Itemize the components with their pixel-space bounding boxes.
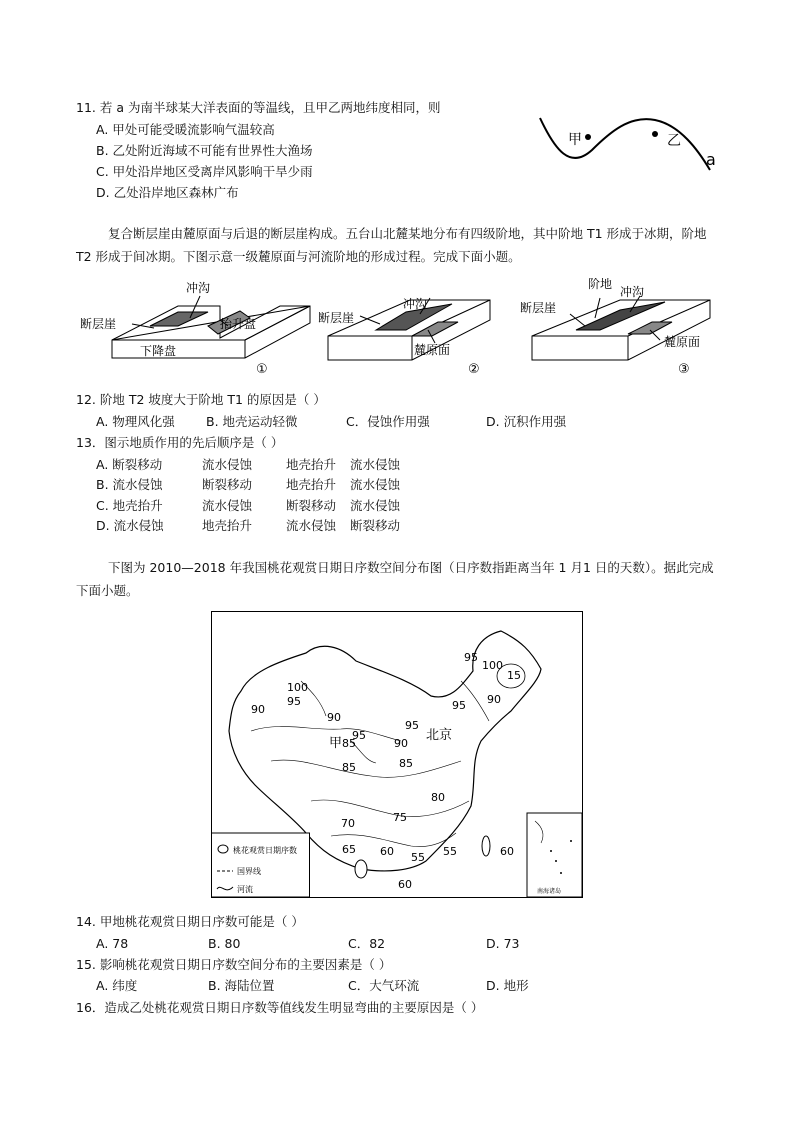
q15-stem: 15. 影响桃花观赏日期日序数空间分布的主要因素是（ ） [76,957,392,972]
q16-stem: 16．造成乙处桃花观赏日期日序数等值线发生明显弯曲的主要原因是（ ） [76,1000,484,1015]
isoline-label: 60 [398,878,412,891]
label-luyuanmian-2: 麓原面 [414,343,451,357]
diagram-panel-3 [520,278,710,377]
q13-b-step1: B. 流水侵蚀 [96,477,163,492]
isoline-label: 90 [487,693,501,706]
isoline-label: 80 [431,791,445,804]
label-xiajiangpan: 下降盘 [140,344,177,358]
isoline-label: 55 [411,851,425,864]
q12-option-c: C．侵蚀作用强 [346,414,430,429]
panel-number-1: ① [256,362,268,377]
isoline-label: 90 [327,711,341,724]
panel-number-3: ③ [678,362,690,377]
isoline-label: 95 [464,651,478,664]
q13-d-step3: 流水侵蚀 [286,518,337,533]
q13-option-c [96,496,400,514]
isoline-label: 95 [352,729,366,742]
label-chonggou-2: 冲沟 [403,297,428,311]
label-duanceng-1: 断层崖 [80,317,117,331]
hainan-island [355,860,367,878]
q13-a-step3: 地壳抬升 [286,457,337,472]
q13-a-step1: A. 断裂移动 [96,457,163,472]
q13-b-step2: 断裂移动 [202,477,253,492]
q14-options [96,934,519,952]
isotherm-figure [530,110,730,180]
q14-option-b: B. 80 [208,936,241,951]
label-duanceng-2: 断层崖 [318,311,355,325]
legend-isoline: 桃花观赏日期序数 [233,846,297,855]
label-jia: 甲 [568,132,582,148]
q12-option-a: A. 物理风化强 [96,414,175,429]
q11-option-a: A. 甲处可能受暖流影响气温较高 [96,122,275,137]
q13-option-a [96,455,400,473]
isoline-label: 75 [393,811,407,824]
taiwan-island [482,836,490,856]
q15-option-d: D. 地形 [486,978,529,993]
isoline-label: 85 [342,761,356,774]
label-a: a [706,150,716,169]
isoline-label: 90 [251,703,265,716]
south-china-sea-inset [527,813,582,897]
q13-a-step2: 流水侵蚀 [202,457,253,472]
q13-stem: 13．图示地质作用的先后顺序是（ ） [76,435,284,450]
q13-d-step4: 断裂移动 [350,518,401,533]
isoline-label: 90 [394,737,408,750]
passage-peach-blossom: 下图为 2010—2018 年我国桃花观赏日期日序数空间分布图（日序数指距离当年 1 月1 日的天数）。据此完成下面小题。 [76,560,714,598]
q12-options [96,412,566,430]
isoline-label: 55 [443,845,457,858]
q12-option-d: D. 沉积作用强 [486,414,567,429]
isoline-label: 60 [380,845,394,858]
isoline-label: 95 [405,719,419,732]
label-chonggou-1: 冲沟 [186,281,211,295]
q13-c-step4: 流水侵蚀 [350,498,401,513]
q13-d-step2: 地壳抬升 [202,518,253,533]
label-beijing: 北京 [426,728,453,743]
q11-option-c: C. 甲处沿岸地区受离岸风影响干旱少雨 [96,164,313,179]
isoline-label: 15 [507,669,521,682]
block-diagrams [80,278,730,378]
china-map [211,611,583,899]
label-chonggou-3: 冲沟 [620,285,645,299]
label-yi: 乙 [667,133,681,149]
q13-c-step1: C. 地壳抬升 [96,498,163,513]
q12-stem: 12. 阶地 T2 坡度大于阶地 T1 的原因是（ ） [76,392,326,407]
isoline-label: 65 [342,843,356,856]
diagram-panel-1 [80,280,310,358]
diagram-panel-2 [318,296,490,377]
isoline-label: 85 [399,757,413,770]
label-jiedi: 阶地 [588,278,613,291]
q13-b-step4: 流水侵蚀 [350,477,401,492]
q11-stem: 11. 若 a 为南半球某大洋表面的等温线，且甲乙两地纬度相同，则 [76,100,441,115]
isoline-label: 70 [341,817,355,830]
inset-label: 南海诸岛 [537,888,562,895]
panel-number-2: ② [468,362,480,377]
label-luyuanmian-3: 麓原面 [664,335,701,349]
label-taishengpan: 抬升盘 [220,317,257,331]
q15-option-b: B. 海陆位置 [208,978,275,993]
q15-options [96,976,529,994]
q13-c-step3: 断裂移动 [286,498,337,513]
q13-option-d [96,516,400,534]
q13-a-step4: 流水侵蚀 [350,457,401,472]
q13-b-step3: 地壳抬升 [286,477,337,492]
q11-option-d: D. 乙处沿岸地区森林广布 [96,185,239,200]
isoline-label: 100 [482,659,503,672]
legend-border: 国界线 [237,867,261,876]
isoline-label: 100 [287,681,308,694]
q13-option-b [96,475,400,493]
isoline-label: 95 [287,695,301,708]
q15-option-c: C．大气环流 [348,978,420,993]
q14-stem: 14. 甲地桃花观赏日期日序数可能是（ ） [76,914,304,929]
q12-option-b: B. 地壳运动轻微 [206,414,298,429]
q13-c-step2: 流水侵蚀 [202,498,253,513]
q11-option-b: B. 乙处附近海域不可能有世界性大渔场 [96,143,313,158]
isoline-label: 85 [342,737,356,750]
point-yi [652,131,658,137]
passage-fault-scarp: 复合断层崖由麓原面与后退的断层崖构成。五台山北麓某地分布有四级阶地，其中阶地 T1 形成于冰期，阶地 T2 形成于间冰期。下图示意一级麓原面与河流阶地的形成过程。完成下面小题。 [76,226,707,264]
point-jia [585,134,591,140]
q13-d-step1: D. 流水侵蚀 [96,518,164,533]
map-legend [212,833,310,897]
q15-option-a: A. 纬度 [96,978,138,993]
legend-river: 河流 [237,885,253,894]
label-duanceng-3: 断层崖 [520,301,557,315]
isoline-label: 60 [500,845,514,858]
isoline-label: 95 [452,699,466,712]
q14-option-a: A. 78 [96,936,129,951]
q14-option-d: D. 73 [486,936,520,951]
q14-option-c: C．82 [348,936,386,951]
label-jia-map: 甲 [329,736,343,751]
